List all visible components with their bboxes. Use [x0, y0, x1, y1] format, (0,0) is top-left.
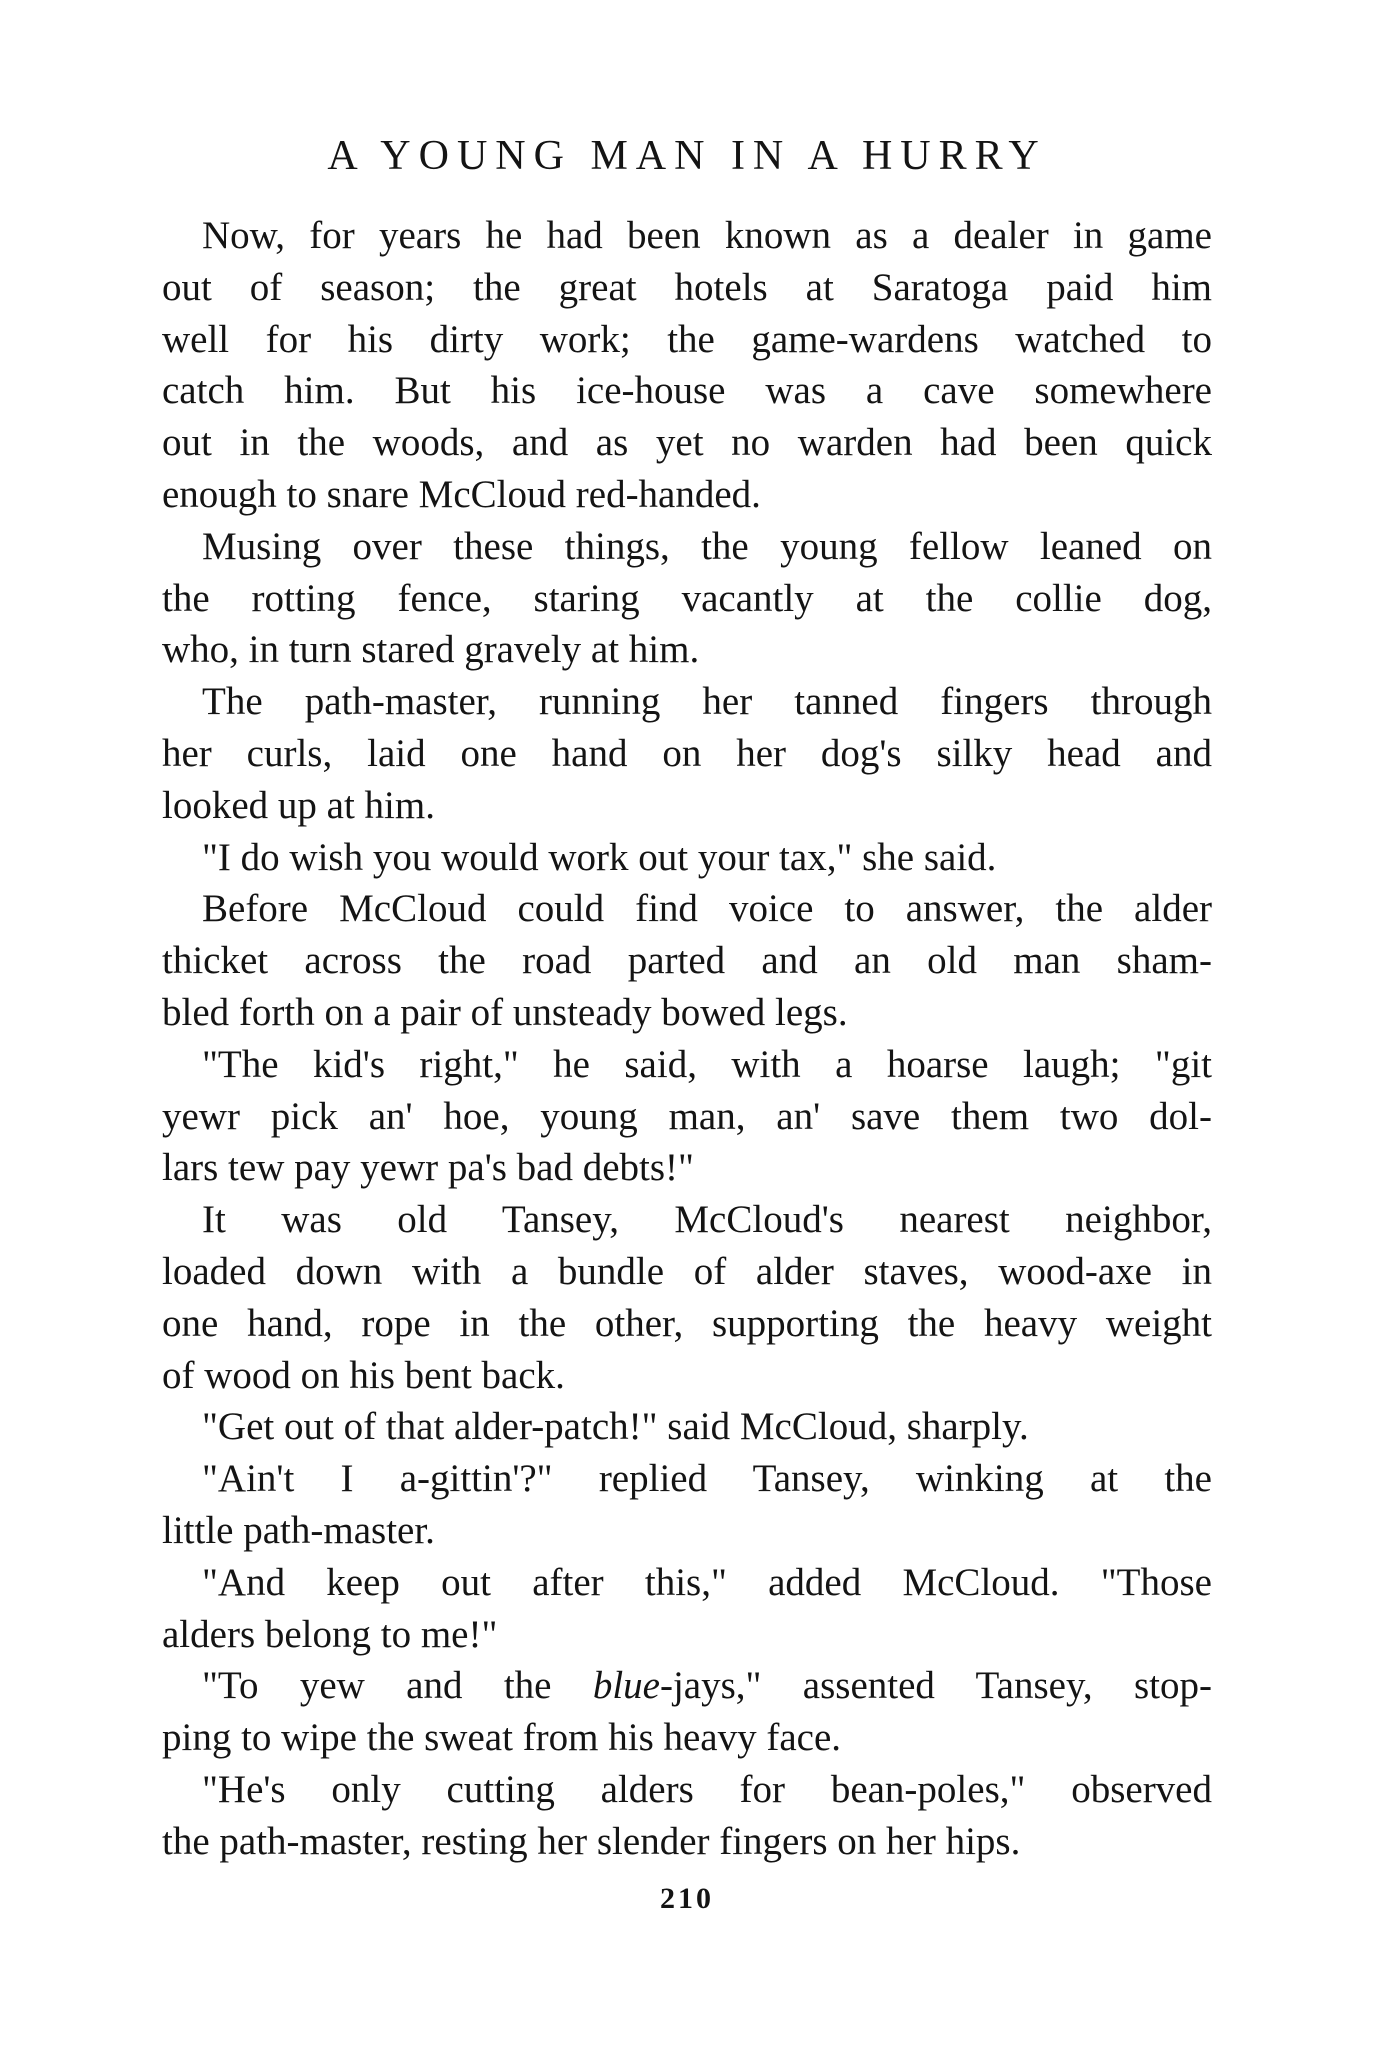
paragraph-2	[162, 521, 1212, 676]
text-line: "He's only cutting alders for bean-poles," observed	[202, 1767, 1212, 1811]
text-line: Musing over these things, the young fellow leaned on	[202, 524, 1212, 568]
paragraph-4	[162, 832, 1212, 884]
paragraph-9	[162, 1453, 1212, 1557]
text-line: yewr pick an' hoe, young man, an' save them two dol-	[162, 1094, 1212, 1138]
text-line: "Get out of that alder-patch!" said McCloud, sharply.	[202, 1405, 1029, 1449]
text-line: Now, for years he had been known as a dealer in game	[202, 214, 1212, 257]
text-line: The path-master, running her tanned fingers through	[202, 680, 1212, 724]
text-line: Before McCloud could find voice to answer, the alder	[202, 887, 1212, 931]
paragraph-6	[162, 1039, 1212, 1194]
text-line: looked up at him.	[162, 783, 435, 827]
text-line: the path-master, resting her slender fingers on her hips.	[162, 1819, 1021, 1863]
text-line: out in the woods, and as yet no warden had been quick	[162, 421, 1212, 465]
text-run: -jays," assented Tansey, stop-	[659, 1664, 1212, 1708]
text-run: "To yew and the	[202, 1664, 593, 1708]
text-line: thicket across the road parted and an old man sham-	[162, 939, 1212, 983]
text-line: out of season; the great hotels at Saratoga paid him	[162, 265, 1212, 309]
paragraph-1	[162, 210, 1212, 521]
paragraph-5	[162, 883, 1212, 1038]
text-line: lars tew pay yewr pa's bad debts!"	[162, 1146, 694, 1190]
text-line: her curls, laid one hand on her dog's silky head and	[162, 731, 1212, 775]
text-line: bled forth on a pair of unsteady bowed legs.	[162, 990, 848, 1034]
running-head: A YOUNG MAN IN A HURRY	[327, 133, 1047, 179]
text-line: loaded down with a bundle of alder staves, wood-axe in	[162, 1249, 1212, 1293]
paragraph-7	[162, 1194, 1212, 1401]
paragraph-11	[162, 1660, 1212, 1764]
paragraph-10	[162, 1557, 1212, 1661]
text-line: enough to snare McCloud red-handed.	[162, 472, 761, 516]
text-line: "And keep out after this," added McCloud. "Those	[202, 1560, 1212, 1604]
paragraph-12	[162, 1764, 1212, 1868]
italic-word: blue	[592, 1664, 660, 1708]
paragraph-8	[162, 1401, 1212, 1453]
text-line: catch him. But his ice-house was a cave somewhere	[162, 369, 1212, 413]
page-number: 210	[660, 1882, 714, 1915]
text-line: who, in turn stared gravely at him.	[162, 628, 700, 672]
text-line: of wood on his bent back.	[162, 1353, 565, 1397]
body-text	[162, 210, 1212, 1868]
text-line: well for his dirty work; the game-wardens watched to	[162, 317, 1212, 361]
text-line: "Ain't I a-gittin'?" replied Tansey, winking at the	[202, 1457, 1212, 1501]
paragraph-3	[162, 676, 1212, 831]
text-line: alders belong to me!"	[162, 1612, 498, 1656]
text-line: one hand, rope in the other, supporting the heavy weight	[162, 1301, 1212, 1345]
text-line: "I do wish you would work out your tax," she said.	[202, 835, 997, 879]
text-line: little path-master.	[162, 1508, 435, 1552]
text-line: the rotting fence, staring vacantly at the collie dog,	[162, 576, 1212, 620]
text-line	[162, 1660, 1212, 1712]
book-page	[162, 0, 1212, 2048]
text-line: "The kid's right," he said, with a hoarse laugh; "git	[202, 1042, 1212, 1086]
text-line: It was old Tansey, McCloud's nearest neighbor,	[202, 1198, 1212, 1242]
text-line: ping to wipe the sweat from his heavy face.	[162, 1716, 842, 1760]
